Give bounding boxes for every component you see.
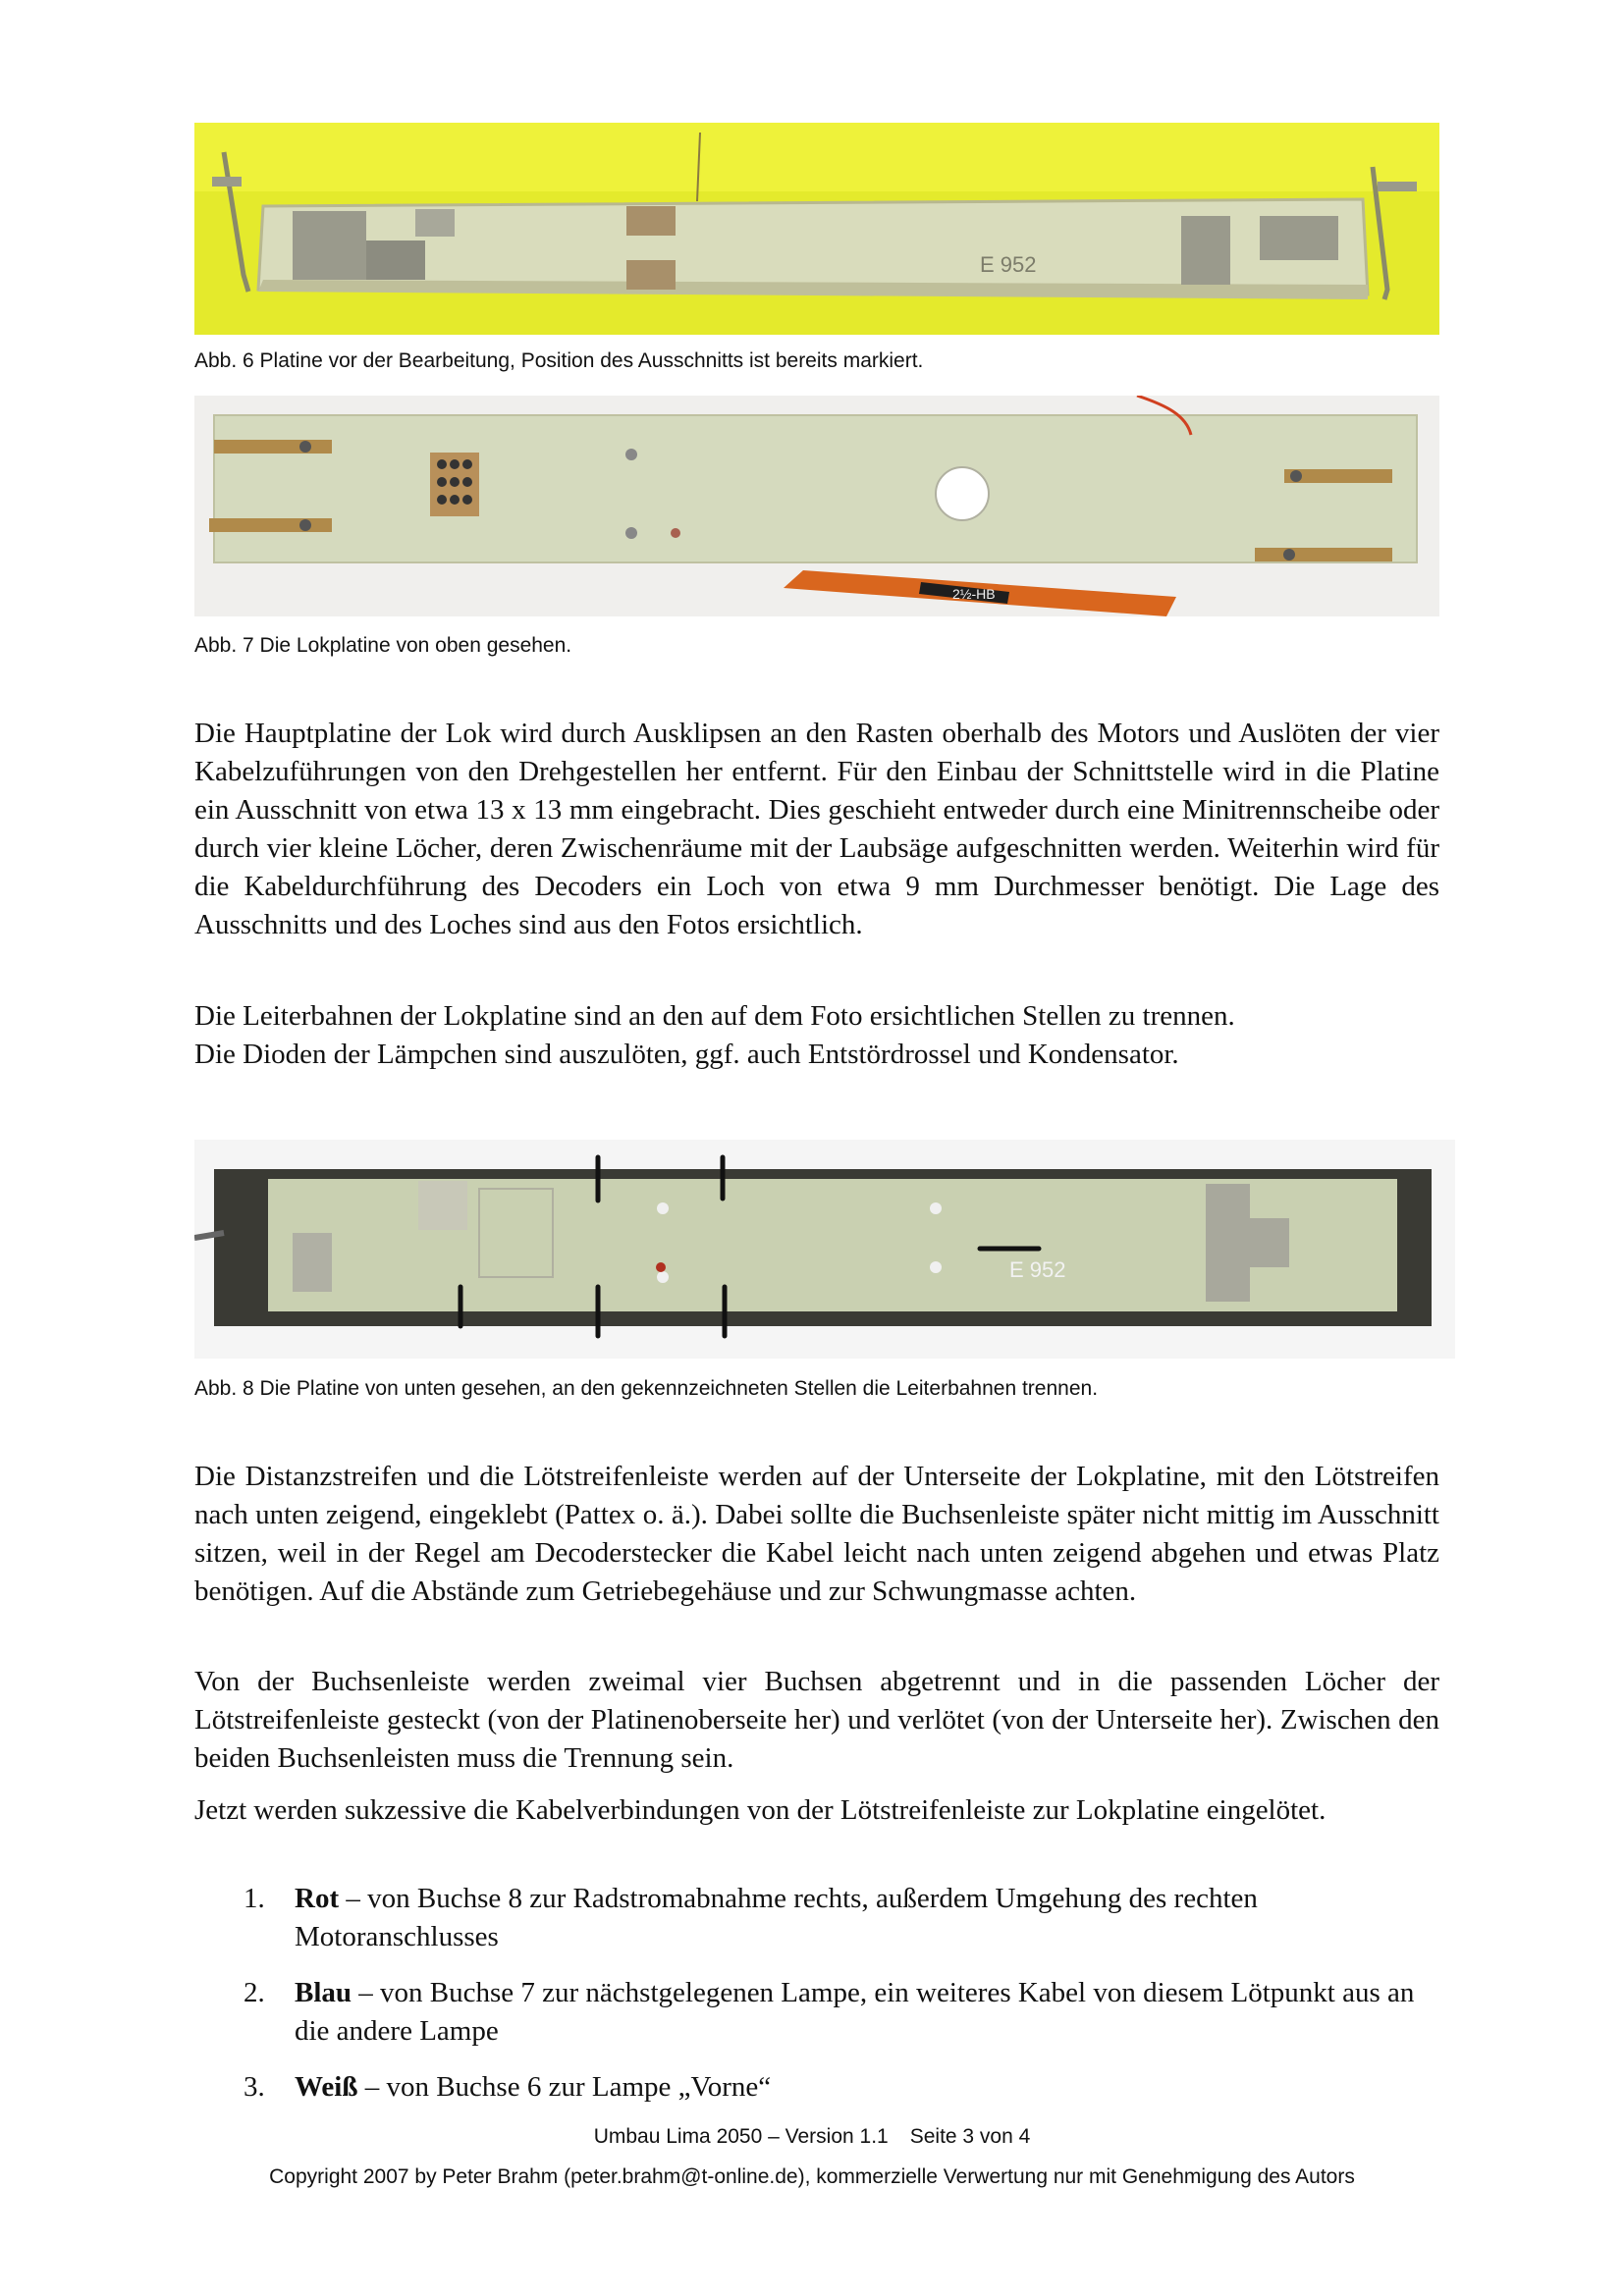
list-color-term: Rot	[295, 1883, 340, 1914]
pcb-below-photo-illustration	[194, 1140, 1455, 1359]
paragraph-tracks-diodes	[194, 997, 1439, 1074]
wiring-list	[194, 1880, 1439, 2124]
list-number: 3.	[244, 2071, 265, 2103]
list-item	[194, 1880, 1439, 1956]
line-tracks: Die Leiterbahnen der Lokplatine sind an den auf dem Foto ersichtlichen Stellen zu trennen.	[194, 1000, 1235, 1032]
paragraph-cable-connections: Jetzt werden sukzessive die Kabelverbindungen von der Lötstreifenleiste zur Lokplatine eingelötet.	[194, 1794, 1326, 1826]
pcb-above-photo-illustration	[194, 396, 1439, 616]
line-diodes: Die Dioden der Lämpchen sind auszulöten, ggf. auch Entstördrossel und Kondensator.	[194, 1039, 1179, 1070]
list-color-term: Blau	[295, 1977, 352, 2008]
figure-8-photo	[194, 1140, 1455, 1359]
list-number: 2.	[244, 1977, 265, 2008]
list-item	[194, 1974, 1439, 2051]
pcb-top-photo-illustration	[194, 123, 1439, 335]
figure-7-caption: Abb. 7 Die Lokplatine von oben gesehen.	[194, 634, 572, 657]
footer-page-number: Seite 3 von 4	[909, 2125, 1031, 2148]
figure-8-caption: Abb. 8 Die Platine von unten gesehen, an den gekennzeichneten Stellen die Leiterbahnen trennen.	[194, 1377, 1099, 1400]
list-color-term: Weiß	[295, 2071, 358, 2103]
list-text: – von Buchse 8 zur Radstromabnahme rechts, außerdem Umgehung des rechten Motoranschlusses	[295, 1883, 1258, 1952]
photo-label-e952: E 952	[980, 252, 1037, 277]
footer-copyright: Copyright 2007 by Peter Brahm (peter.brahm@t-online.de), kommerzielle Verwertung nur mit Genehmigung des Autors	[269, 2165, 1355, 2188]
figure-6-caption: Abb. 6 Platine vor der Bearbeitung, Position des Ausschnitts ist bereits markiert.	[194, 349, 924, 372]
list-number: 1.	[244, 1883, 265, 1914]
photo-label-e952-below: E 952	[1009, 1257, 1066, 1282]
paragraph-sockets: Von der Buchsenleiste werden zweimal vier Buchsen abgetrennt und in die passenden Löcher der Lötstreifenleiste gesteckt (von der Platinenoberseite her) und verlötet (von der Unterseite her). Zwischen den beiden Buchsenleisten muss die Trennung sein.	[194, 1666, 1439, 1774]
paragraph-main-board: Die Hauptplatine der Lok wird durch Ausklipsen an den Rasten oberhalb des Motors und Auslöten der vier Kabelzuführungen von den Drehgestellen her entfernt. Für den Einbau der Schnittstelle wird in die Platine ein Ausschnitt von etwa 13 x 13 mm eingebracht. Dies geschieht entweder durch eine Minitrennscheibe oder durch vier kleine Löcher, deren Zwischenräume mit der Laubsäge aufgeschnitten werden. Weiterhin wird für die Kabeldurchführung des Decoders ein Loch von etwa 9 mm Durchmesser benötigt. Die Lage des Ausschnitts und des Loches sind aus den Fotos ersichtlich.	[194, 718, 1439, 940]
list-text: – von Buchse 7 zur nächstgelegenen Lampe, ein weiteres Kabel von diesem Lötpunkt aus an die andere Lampe	[295, 1977, 1415, 2047]
pencil-label: 2½-HB	[952, 586, 996, 602]
list-text: – von Buchse 6 zur Lampe „Vorne“	[357, 2071, 772, 2103]
list-item	[194, 2068, 1439, 2107]
figure-7-photo	[194, 396, 1439, 616]
paragraph-spacer-strips: Die Distanzstreifen und die Lötstreifenleiste werden auf der Unterseite der Lokplatine, mit den Lötstreifen nach unten zeigend, eingeklebt (Pattex o. ä.). Dabei sollte die Buchsenleiste später nicht mittig im Ausschnitt sitzen, weil in der Regel am Decoderstecker die Kabel leicht nach unten zeigend abgehen und etwas Platz benötigen. Auf die Abstände zum Getriebegehäuse und zur Schwungmasse achten.	[194, 1461, 1439, 1607]
figure-6-photo	[194, 123, 1439, 335]
footer-title: Umbau Lima 2050 – Version 1.1	[593, 2125, 889, 2148]
page-footer	[0, 2125, 1624, 2149]
